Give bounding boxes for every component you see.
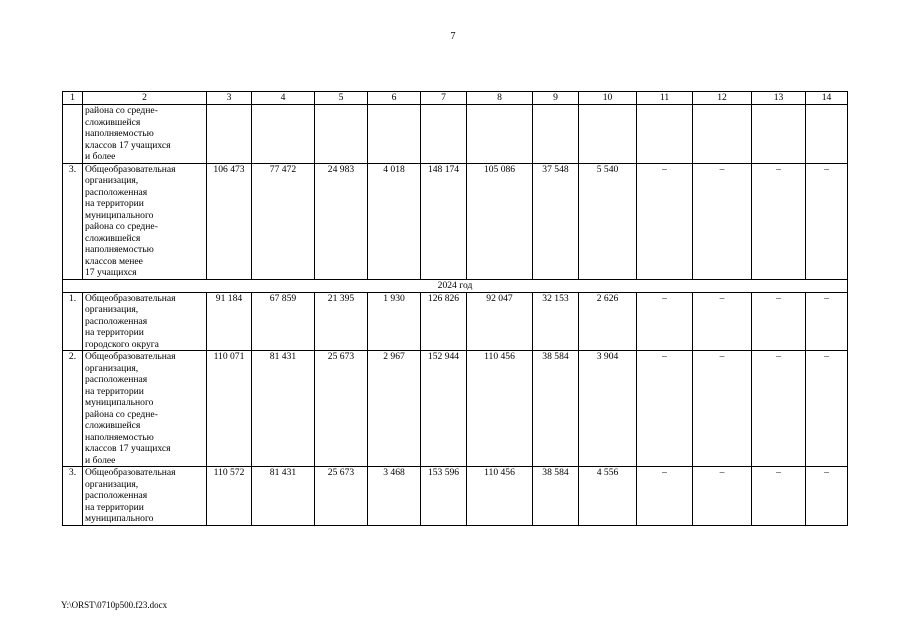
- cell-column-9: 37 548: [533, 163, 579, 279]
- column-header-14: 14: [806, 92, 848, 105]
- row-number: 3.: [63, 163, 83, 279]
- cell-column-11: –: [637, 163, 693, 279]
- row-number: 2.: [63, 351, 83, 467]
- cell-column-14: –: [806, 467, 848, 526]
- table-row: [63, 467, 848, 526]
- row-number: [63, 105, 83, 164]
- organization-name: района со средне- сложившейся наполняемостью классов 17 учащихся и более: [83, 105, 207, 164]
- table-body: [63, 92, 848, 526]
- table-row: [63, 292, 848, 351]
- cell-column-3: 91 184: [207, 292, 252, 351]
- organization-name: Общеобразовательная организация, расположенная на территории городского округа: [83, 292, 207, 351]
- cell-column-6: [368, 105, 421, 164]
- table-row: [63, 105, 848, 164]
- cell-column-14: –: [806, 163, 848, 279]
- organization-name: Общеобразовательная организация, расположенная на территории муниципального: [83, 467, 207, 526]
- column-header-8: 8: [467, 92, 533, 105]
- cell-column-11: [637, 105, 693, 164]
- column-header-10: 10: [579, 92, 637, 105]
- organization-name: Общеобразовательная организация, расположенная на территории муниципального района со средне- сложившейся наполняемостью классов 17 учащихся и более: [83, 351, 207, 467]
- cell-column-9: 32 153: [533, 292, 579, 351]
- table-row: [63, 163, 848, 279]
- cell-column-3: 106 473: [207, 163, 252, 279]
- year-section-row: [63, 279, 848, 292]
- table-header-row: [63, 92, 848, 105]
- column-header-1: 1: [63, 92, 83, 105]
- table-row: [63, 351, 848, 467]
- cell-column-10: 2 626: [579, 292, 637, 351]
- cell-column-14: –: [806, 351, 848, 467]
- cell-column-5: 24 983: [315, 163, 368, 279]
- cell-column-6: 4 018: [368, 163, 421, 279]
- file-path: Y:\ORST\0710p500.f23.docx: [61, 600, 168, 610]
- cell-column-4: 67 859: [252, 292, 315, 351]
- cell-column-8: 105 086: [467, 163, 533, 279]
- cell-column-13: –: [752, 292, 806, 351]
- cell-column-12: –: [693, 292, 752, 351]
- cell-column-5: 21 395: [315, 292, 368, 351]
- cell-column-4: 81 431: [252, 467, 315, 526]
- cell-column-7: [421, 105, 467, 164]
- cell-column-9: [533, 105, 579, 164]
- cell-column-10: 4 556: [579, 467, 637, 526]
- cell-column-11: –: [637, 467, 693, 526]
- cell-column-9: 38 584: [533, 467, 579, 526]
- cell-column-3: 110 572: [207, 467, 252, 526]
- cell-column-11: –: [637, 351, 693, 467]
- organization-name: Общеобразовательная организация, расположенная на территории муниципального района со средне- сложившейся наполняемостью классов менее 17 учащихся: [83, 163, 207, 279]
- column-header-6: 6: [368, 92, 421, 105]
- cell-column-7: 148 174: [421, 163, 467, 279]
- data-table: [62, 91, 848, 526]
- cell-column-14: –: [806, 292, 848, 351]
- year-section-label: 2024 год: [63, 279, 848, 292]
- column-header-7: 7: [421, 92, 467, 105]
- column-header-12: 12: [693, 92, 752, 105]
- cell-column-12: –: [693, 351, 752, 467]
- column-header-2: 2: [83, 92, 207, 105]
- cell-column-14: [806, 105, 848, 164]
- cell-column-7: 152 944: [421, 351, 467, 467]
- cell-column-4: 81 431: [252, 351, 315, 467]
- column-header-5: 5: [315, 92, 368, 105]
- cell-column-8: 92 047: [467, 292, 533, 351]
- cell-column-12: –: [693, 163, 752, 279]
- cell-column-13: [752, 105, 806, 164]
- column-header-3: 3: [207, 92, 252, 105]
- column-header-13: 13: [752, 92, 806, 105]
- cell-column-13: –: [752, 163, 806, 279]
- row-number: 3.: [63, 467, 83, 526]
- cell-column-5: [315, 105, 368, 164]
- cell-column-10: [579, 105, 637, 164]
- cell-column-12: [693, 105, 752, 164]
- cell-column-10: 3 904: [579, 351, 637, 467]
- cell-column-6: 3 468: [368, 467, 421, 526]
- cell-column-5: 25 673: [315, 351, 368, 467]
- cell-column-10: 5 540: [579, 163, 637, 279]
- column-header-4: 4: [252, 92, 315, 105]
- cell-column-13: –: [752, 467, 806, 526]
- cell-column-9: 38 584: [533, 351, 579, 467]
- cell-column-5: 25 673: [315, 467, 368, 526]
- cell-column-8: 110 456: [467, 467, 533, 526]
- column-header-9: 9: [533, 92, 579, 105]
- cell-column-8: [467, 105, 533, 164]
- cell-column-6: 1 930: [368, 292, 421, 351]
- cell-column-3: [207, 105, 252, 164]
- cell-column-8: 110 456: [467, 351, 533, 467]
- cell-column-11: –: [637, 292, 693, 351]
- cell-column-12: –: [693, 467, 752, 526]
- cell-column-6: 2 967: [368, 351, 421, 467]
- cell-column-3: 110 071: [207, 351, 252, 467]
- row-number: 1.: [63, 292, 83, 351]
- cell-column-4: 77 472: [252, 163, 315, 279]
- column-header-11: 11: [637, 92, 693, 105]
- cell-column-4: [252, 105, 315, 164]
- cell-column-13: –: [752, 351, 806, 467]
- cell-column-7: 153 596: [421, 467, 467, 526]
- cell-column-7: 126 826: [421, 292, 467, 351]
- page-number: 7: [450, 31, 456, 42]
